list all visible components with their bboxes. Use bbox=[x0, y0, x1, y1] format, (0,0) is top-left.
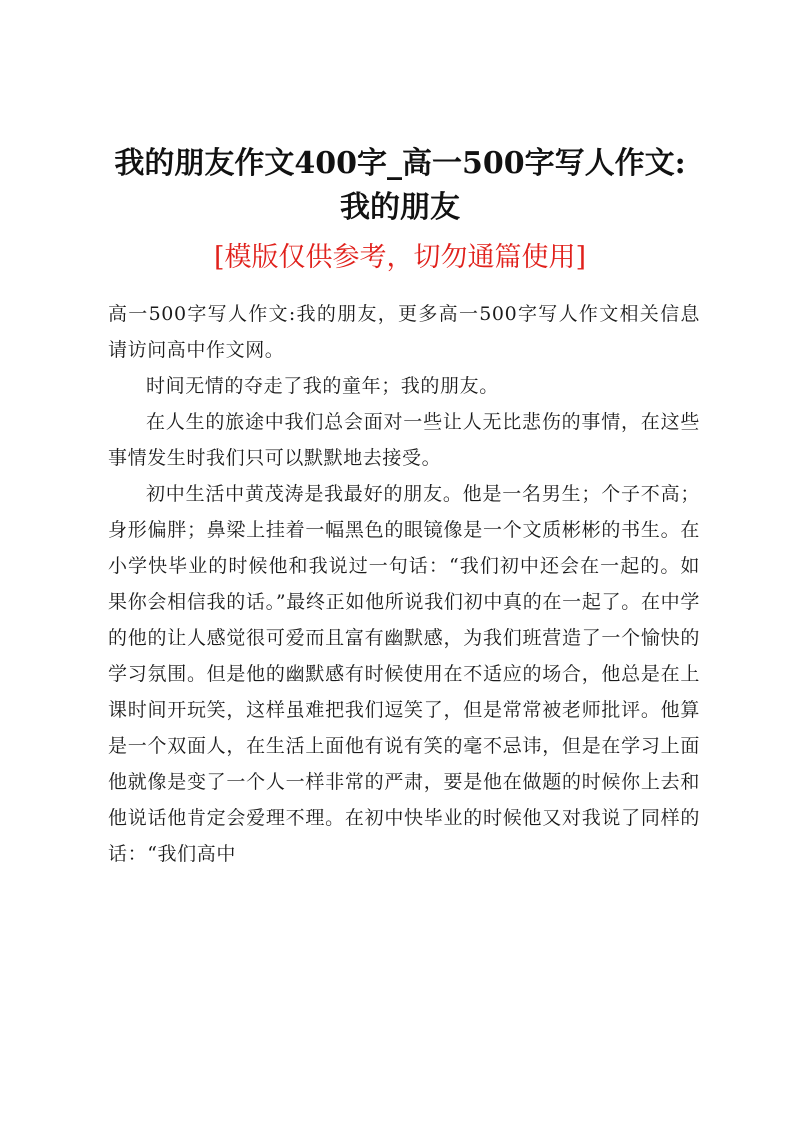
paragraph-life-journey: 在人生的旅途中我们总会面对一些让人无比悲伤的事情，在这些事情发生时我们只可以默默地去接受。 bbox=[108, 411, 700, 469]
paragraph-best-friend: 初中生活中黄茂涛是我最好的朋友。他是一名男生；个子不高；身形偏胖；鼻梁上挂着一幅黑色的眼镜像是一个文质彬彬的书生。在小学快毕业的时候他和我说过一句话：“我们初中还会在一起的。如果你会相信我的话。”最终正如他所说我们初中真的在一起了。在中学的他的让人感觉很可爱而且富有幽默感，为我们班营造了一个愉快的学习氛围。但是他的幽默感有时候使用在不适应的场合，他总是在上课时间开玩笑，这样虽难把我们逗笑了，但是常常被老师批评。他算是一个双面人，在生活上面他有说有笑的毫不忌讳，但是在学习上面他就像是变了一个人一样非常的严肃，要是他在做题的时候你上去和他说话他肯定会爱理不理。在初中快毕业的时候他又对我说了同样的话：“我们高中 bbox=[108, 483, 700, 865]
intro-paragraph: 高一500字写人作文:我的朋友，更多高一500字写人作文相关信息请访问高中作文网。 bbox=[108, 303, 700, 361]
template-notice: [模版仅供参考，切勿通篇使用] bbox=[213, 242, 587, 273]
paragraph-childhood: 时间无情的夺走了我的童年；我的朋友。 bbox=[146, 375, 499, 397]
document-title: 我的朋友作文400字_高一500字写人作文:我的朋友 bbox=[114, 146, 686, 225]
article-body bbox=[108, 296, 700, 872]
